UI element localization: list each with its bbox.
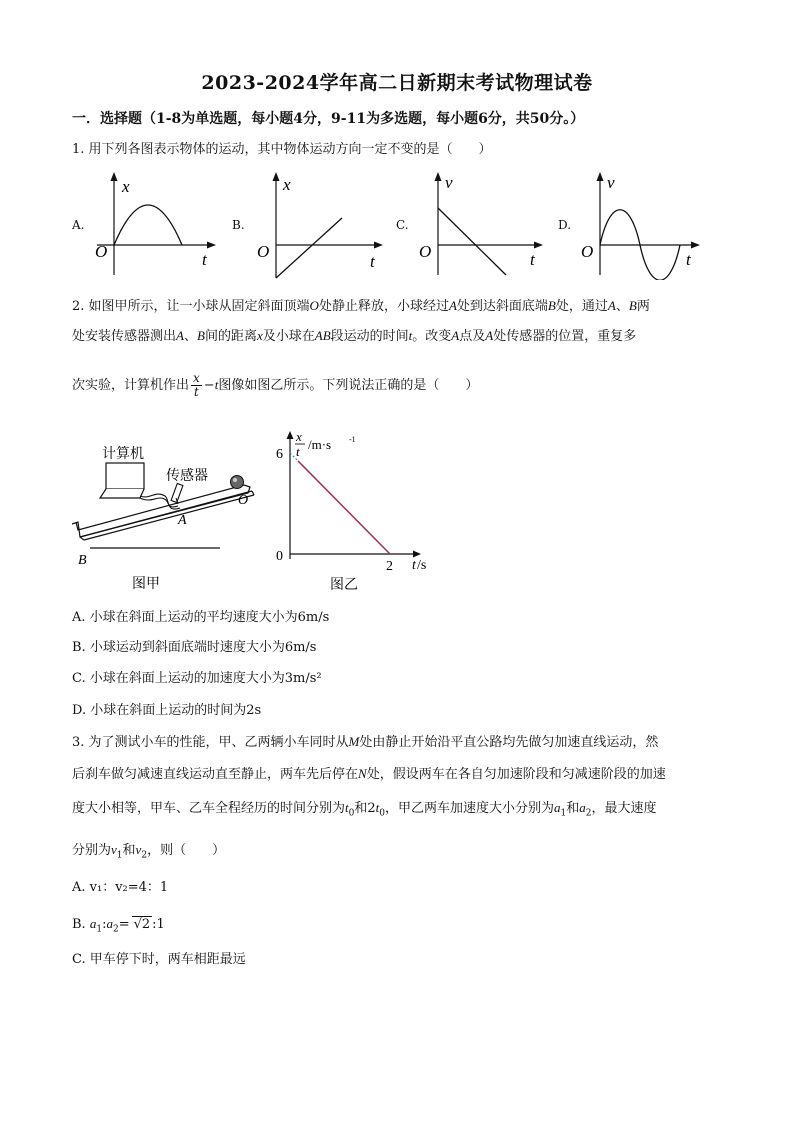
fig1-point-o: O xyxy=(238,493,249,508)
q3-option-c: C. 甲车停下时，两车相距最远 xyxy=(72,952,246,967)
chart-series-line xyxy=(298,461,390,554)
chart-origin: 0 xyxy=(276,549,283,564)
chart-xlabel-unit: /s xyxy=(417,558,427,573)
page-title: 2023-2024学年高二日新期末考试物理试卷 xyxy=(201,72,593,94)
chart-xlabel: t xyxy=(412,558,416,573)
q1-graph-b-label: B. xyxy=(232,218,245,232)
q1-graph-c-x: t xyxy=(530,250,535,269)
q2-option-c: C. 小球在斜面上运动的加速度大小为3m/s² xyxy=(72,671,322,686)
q1-graph-a-y: x xyxy=(122,177,130,196)
fig1-caption: 图甲 xyxy=(132,577,160,592)
q2-fraction: $\frac{x}{t}$ xyxy=(193,371,200,399)
chart-ylabel-den: t xyxy=(296,444,300,459)
chart-y-tick: 6 xyxy=(276,446,283,462)
q1-graph-a-x: t xyxy=(202,250,207,269)
q1-graph-a-label: A. xyxy=(72,218,85,232)
q2-option-b: B. 小球运动到斜面底端时速度大小为6m/s xyxy=(72,640,317,655)
q1-graph-a-origin: O xyxy=(95,242,108,261)
q3-option-a: A. v₁：v₂=4：1 xyxy=(72,880,169,895)
q1-graph-c xyxy=(416,170,551,280)
q3-line-1: 3. 为了测试小车的性能，甲、乙两辆小车同时从M处由静止开始沿平直公路均先做匀加速直线运动，然 xyxy=(72,734,659,750)
q1-graph-d-x: t xyxy=(686,250,691,269)
q1-graph-d-y: v xyxy=(607,173,615,192)
fig1-point-a: A xyxy=(178,513,187,528)
chart-x-tick: 2 xyxy=(386,559,393,574)
q1-graph-d-origin: O xyxy=(581,242,594,261)
chart-ylabel-num: x xyxy=(296,429,302,444)
q1-graph-c-label: C. xyxy=(396,218,409,232)
q1-graph-d xyxy=(578,170,708,280)
q1-graph-b-origin: O xyxy=(257,242,270,261)
q2-line-3: 次实验，计算机作出 $\frac{x}{t}$ −t图像如图乙所示。下列说法正确的是（ ） xyxy=(72,371,479,399)
q3-line-4: 分别为$v_1$和$v_2$，则（ ） xyxy=(72,842,226,861)
chart-ylabel-unit: /m·s xyxy=(308,437,332,452)
q2-figure-jia xyxy=(70,438,270,598)
q3-line-2: 后刹车做匀减速直线运动直至静止，两车先后停在N处，假设两车在各自匀加速阶段和匀减速阶段的加速 xyxy=(72,766,666,782)
fig1-point-b: B xyxy=(78,553,87,568)
chart-ylabel-sup: -1 xyxy=(349,435,356,444)
q2-line-2: 处安装传感器测出A、B间的距离x及小球在AB段运动的时间t。改变A点及A处传感器的位置，重复多 xyxy=(72,328,637,344)
q1-stem: 1. 用下列各图表示物体的运动，其中物体运动方向一定不变的是（ ） xyxy=(72,142,492,157)
q1-graph-c-y: v xyxy=(445,173,453,192)
fig2-caption: 图乙 xyxy=(330,578,358,593)
q2-option-a: A. 小球在斜面上运动的平均速度大小为6m/s xyxy=(72,610,330,625)
q3-line-3: 度大小相等，甲车、乙车全程经历的时间分别为$t_0$和$2t_0$，甲乙两车加速度大小分别为$a_1$和$a_2$，最大速度 xyxy=(72,800,657,819)
chart-x-arrow xyxy=(413,551,421,558)
q2-figure-yi-chart xyxy=(270,418,440,598)
q1-graph-c-origin: O xyxy=(419,242,432,261)
chart-y-arrow xyxy=(287,431,294,439)
q1-graph-b-x: t xyxy=(370,252,375,271)
q1-graph-b xyxy=(254,170,389,280)
fig1-computer-label: 计算机 xyxy=(102,447,144,462)
section-heading: 一．选择题（1-8为单选题，每小题4分，9-11为多选题，每小题6分，共50分。） xyxy=(72,111,585,127)
sqrt-symbol: √2 xyxy=(133,917,151,932)
q2-option-d: D. 小球在斜面上运动的时间为2s xyxy=(72,703,262,718)
q3-option-b: B. $a_1:a_2= √2$ :1 xyxy=(72,916,165,935)
fig1-sensor-label: 传感器 xyxy=(166,469,208,484)
q1-graph-a xyxy=(92,170,222,280)
q1-graph-b-y: x xyxy=(283,175,291,194)
q2-line-1: 2. 如图甲所示，让一小球从固定斜面顶端O处静止释放，小球经过A处到达斜面底端B处，通过A、B两 xyxy=(72,298,650,314)
q1-graph-d-label: D. xyxy=(558,218,572,232)
